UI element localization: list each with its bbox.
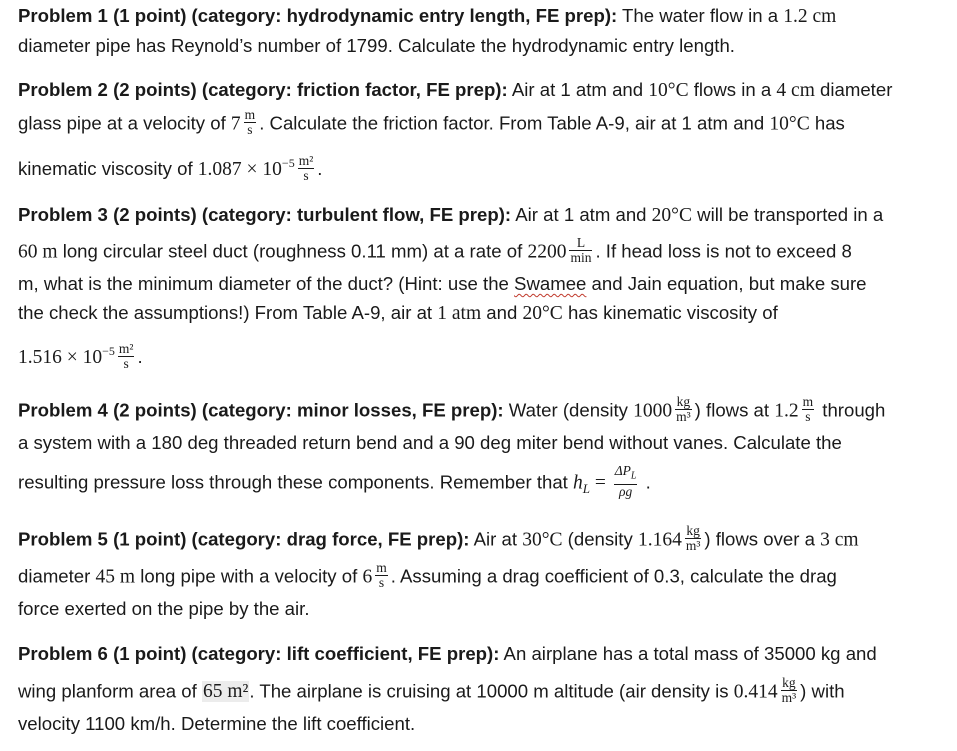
flow-rate-unit-fraction bbox=[569, 236, 592, 265]
spellcheck-word[interactable]: Swamee bbox=[514, 273, 587, 294]
velocity-unit-fraction bbox=[802, 395, 815, 424]
fraction-numerator: L bbox=[569, 236, 592, 251]
equals-sign: = bbox=[589, 472, 611, 494]
text: ) with bbox=[800, 680, 845, 702]
exponent: −5 bbox=[102, 344, 115, 358]
problem-5-line-3 bbox=[18, 597, 310, 621]
fraction-numerator: m bbox=[376, 560, 387, 575]
temperature: 10°C bbox=[648, 80, 689, 101]
problem-2-header: Problem 2 (2 points) (category: friction factor, FE prep): bbox=[18, 79, 508, 100]
wing-area: 65 m² bbox=[202, 681, 249, 703]
text: diameter pipe has Reynold’s number of 1799. Calculate the hydrodynamic entry length. bbox=[18, 35, 735, 56]
duct-length: 60 m bbox=[18, 241, 58, 263]
pipe-length: 45 m bbox=[95, 566, 136, 588]
text: An airplane has a total mass of 35000 kg and bbox=[499, 643, 877, 664]
viscosity-unit-fraction bbox=[298, 154, 315, 183]
fraction-denominator: s bbox=[247, 122, 253, 137]
text: . bbox=[137, 346, 143, 368]
text: (density bbox=[562, 528, 638, 550]
velocity-unit-fraction bbox=[244, 108, 257, 137]
problem-6-line-1 bbox=[18, 642, 877, 666]
viscosity-unit-fraction bbox=[118, 342, 135, 371]
text: long circular steel duct (roughness 0.11 mm) at a rate of bbox=[57, 240, 528, 262]
problem-5-line-2 bbox=[18, 560, 837, 592]
text: ) flows over a bbox=[704, 528, 821, 550]
density-unit-fraction bbox=[675, 395, 692, 424]
fraction-denominator: s bbox=[123, 355, 129, 371]
delta-p: ΔP bbox=[614, 463, 631, 478]
problem-2-line-2 bbox=[18, 107, 845, 139]
fraction-denominator: s bbox=[378, 575, 385, 590]
pipe-diameter: 1.2 cm bbox=[783, 6, 837, 27]
text: glass pipe at a velocity of bbox=[18, 112, 231, 134]
text: through bbox=[817, 399, 886, 421]
velocity-value: 7 bbox=[230, 113, 241, 135]
viscosity-value: 1.516 × 10 bbox=[18, 347, 103, 369]
text: ) flows at bbox=[694, 399, 775, 421]
problem-3-line-2 bbox=[18, 235, 852, 267]
density-value: 0.414 bbox=[733, 681, 778, 703]
subscript: L bbox=[582, 480, 590, 496]
exponent: −5 bbox=[281, 156, 295, 170]
text: . bbox=[317, 158, 323, 180]
text: . Calculate the friction factor. From Table A-9, air at 1 atm and bbox=[259, 112, 770, 134]
text: The water flow in a bbox=[617, 5, 784, 26]
text: diameter bbox=[814, 79, 893, 100]
text: long pipe with a velocity of bbox=[135, 565, 363, 587]
problem-4-line-3 bbox=[18, 463, 651, 501]
text: m, what is the minimum diameter of the duct? (Hint: use the bbox=[18, 273, 515, 294]
problem-2-line-3 bbox=[18, 152, 322, 185]
problem-2-line-1 bbox=[18, 78, 892, 103]
fraction-numerator: m bbox=[244, 107, 256, 122]
text: kinematic viscosity of bbox=[18, 158, 198, 180]
problem-3-line-4 bbox=[18, 301, 778, 326]
problem-5-header: Problem 5 (1 point) (category: drag force, FE prep): bbox=[18, 528, 470, 550]
problem-4-line-1 bbox=[18, 394, 886, 426]
head-loss-symbol: h bbox=[573, 472, 583, 494]
text: flows in a bbox=[688, 79, 777, 100]
text: force exerted on the pipe by the air. bbox=[18, 598, 310, 619]
fraction-denominator: min bbox=[570, 250, 592, 265]
fraction-denominator: m³ bbox=[685, 538, 701, 553]
subscript: L bbox=[630, 470, 637, 482]
problem-3-line-3 bbox=[18, 272, 867, 296]
text: . If head loss is not to exceed 8 bbox=[595, 240, 852, 262]
velocity-unit-fraction bbox=[375, 561, 388, 590]
viscosity-value: 1.087 × 10 bbox=[197, 159, 282, 181]
text: has kinematic viscosity of bbox=[562, 302, 778, 323]
text: Water (density bbox=[503, 399, 634, 421]
text: Air at bbox=[469, 528, 523, 550]
velocity-value: 1.2 bbox=[774, 400, 799, 422]
text: diameter bbox=[18, 565, 96, 587]
text: wing planform area of bbox=[18, 680, 202, 702]
pipe-diameter: 4 cm bbox=[776, 80, 815, 101]
temperature: 20°C bbox=[522, 303, 563, 324]
problem-6-line-3 bbox=[18, 712, 415, 736]
problem-6-header: Problem 6 (1 point) (category: lift coefficient, FE prep): bbox=[18, 643, 500, 664]
text: the check the assumptions!) From Table A-9, air at bbox=[18, 302, 438, 323]
density-value: 1.164 bbox=[637, 529, 682, 551]
text: has bbox=[809, 112, 845, 134]
head-loss-fraction bbox=[614, 464, 638, 499]
density-unit-fraction bbox=[781, 676, 798, 705]
problem-3-header: Problem 3 (2 points) (category: turbulent flow, FE prep): bbox=[18, 204, 512, 225]
temperature: 10°C bbox=[769, 113, 810, 135]
problem-3-line-5 bbox=[18, 340, 143, 373]
fraction-numerator: kg bbox=[676, 394, 691, 409]
problem-1-header: Problem 1 (1 point) (category: hydrodynamic entry length, FE prep): bbox=[18, 5, 618, 26]
fraction-numerator bbox=[614, 464, 638, 485]
text: a system with a 180 deg threaded return bend and a 90 deg miter bend without vanes. Calculate the bbox=[18, 432, 842, 453]
text: Air at 1 atm and bbox=[507, 79, 649, 100]
fraction-denominator: m³ bbox=[676, 409, 691, 424]
text: velocity 1100 km/h. Determine the lift coefficient. bbox=[18, 713, 416, 734]
temperature: 30°C bbox=[522, 529, 563, 551]
density-value: 1000 bbox=[633, 400, 673, 422]
text: . The airplane is cruising at 10000 m altitude (air density is bbox=[249, 680, 734, 702]
pressure: 1 atm bbox=[437, 303, 482, 324]
problem-1-line-2 bbox=[18, 34, 735, 58]
problem-4-line-2 bbox=[18, 431, 842, 455]
flow-rate-value: 2200 bbox=[527, 241, 567, 263]
problem-3-line-1 bbox=[18, 203, 883, 228]
fraction-numerator: m bbox=[802, 394, 814, 409]
velocity-value: 6 bbox=[362, 566, 373, 588]
text: . Assuming a drag coefficient of 0.3, calculate the drag bbox=[390, 565, 837, 587]
text: resulting pressure loss through these components. Remember that bbox=[18, 471, 573, 493]
problem-1-line-1 bbox=[18, 4, 836, 29]
text: Air at 1 atm and bbox=[511, 204, 652, 225]
temperature: 20°C bbox=[651, 205, 692, 226]
problem-4-header: Problem 4 (2 points) (category: minor losses, FE prep): bbox=[18, 399, 504, 421]
fraction-denominator: ρg bbox=[618, 483, 633, 499]
problem-5-line-1 bbox=[18, 523, 859, 555]
text: and bbox=[481, 302, 523, 323]
text: . bbox=[640, 471, 651, 493]
fraction-numerator: m² bbox=[298, 152, 314, 168]
fraction-denominator: s bbox=[303, 167, 309, 183]
density-unit-fraction bbox=[685, 524, 702, 553]
fraction-numerator: m² bbox=[118, 340, 134, 356]
text: will be transported in a bbox=[691, 204, 884, 225]
fraction-numerator: kg bbox=[686, 523, 700, 538]
fraction-numerator: kg bbox=[782, 675, 796, 690]
problem-6-line-2 bbox=[18, 675, 845, 707]
pipe-diameter: 3 cm bbox=[820, 529, 859, 551]
fraction-denominator: m³ bbox=[781, 690, 797, 705]
fraction-denominator: s bbox=[805, 409, 811, 424]
text: and Jain equation, but make sure bbox=[586, 273, 867, 294]
